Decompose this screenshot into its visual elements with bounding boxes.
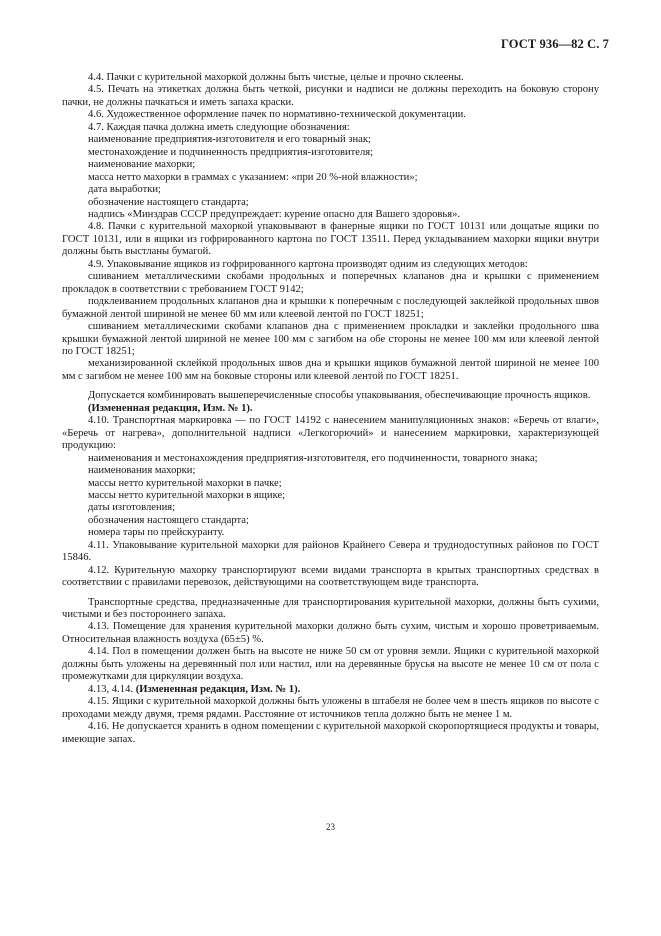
paragraph-text: массы нетто курительной махорки в ящике; bbox=[88, 489, 286, 501]
paragraph-text: 4.12. Курительную махорку транспортируют всеми видами транспорта в крытых транспортных средствах в соответствии с правилами перевозок, действующими на соответствующем виде транспорта. bbox=[62, 564, 599, 589]
paragraph-text: 4.4. Пачки с курительной махоркой должны быть чистые, целые и прочно склеены. bbox=[88, 72, 464, 83]
paragraph bbox=[62, 565, 599, 590]
paragraph bbox=[62, 403, 599, 415]
paragraph-text: 4.5. Печать на этикетках должна быть четкой, рисунки и надписи не должны переходить на боковую сторону пачки, не должны пачкаться и иметь запаха краски. bbox=[62, 84, 599, 108]
page-header: ГОСТ 936—82 С. 7 bbox=[500, 37, 609, 51]
paragraph bbox=[62, 597, 599, 622]
paragraph-text: подклеиванием продольных клапанов дна и крышки к поперечным с последующей заклейкой продольных швов бумажной лентой шириной не менее 60 мм или клеевой лентой по ГОСТ 18251; bbox=[62, 296, 599, 320]
paragraph-text: (Измененная редакция, Изм. № 1). bbox=[88, 402, 253, 414]
paragraph bbox=[62, 721, 599, 746]
revision-note: (Измененная редакция, Изм. № 1). bbox=[135, 683, 301, 695]
paragraph bbox=[62, 84, 599, 109]
paragraph bbox=[62, 147, 599, 159]
paragraph-text: надпись «Минздрав СССР предупреждает: курение опасно для Вашего здоровья». bbox=[88, 208, 461, 220]
paragraph-text: массы нетто курительной махорки в пачке; bbox=[88, 477, 282, 489]
paragraph bbox=[62, 696, 599, 721]
paragraph bbox=[62, 184, 599, 196]
paragraph bbox=[62, 159, 599, 171]
paragraph bbox=[62, 527, 599, 539]
paragraph bbox=[62, 109, 599, 121]
paragraph bbox=[62, 122, 599, 134]
paragraph bbox=[62, 296, 599, 321]
paragraph-text: масса нетто махорки в граммах с указанием: «при 20 %-ной влажности»; bbox=[88, 171, 418, 183]
paragraph bbox=[62, 415, 599, 452]
paragraph-text: 4.14. Пол в помещении должен быть на высоте не ниже 50 см от уровня земли. Ящики с курительной махоркой должны быть уложены на деревянный пол или настил, или на деревянные брусья на высоте не менее 10 см от пола с промежутками для циркуляции воздуха. bbox=[62, 646, 599, 683]
paragraph-text: местонахождение и подчиненность предприятия-изготовителя; bbox=[88, 146, 374, 158]
paragraph-text: наименование предприятия-изготовителя и его товарный знак; bbox=[88, 134, 371, 146]
paragraph-text: даты изготовления; bbox=[88, 502, 176, 514]
paragraph-text: 4.13, 4.14. bbox=[88, 683, 134, 695]
paragraph bbox=[62, 453, 599, 465]
paragraph bbox=[62, 684, 599, 696]
paragraph-text: сшиванием металлическими скобами клапанов дна с применением прокладки и заклейки продольного шва крышки бумажной лентой шириной не менее 100 мм с загибом на обе стороны не менее 100 мм или клеевой лентой по ГОСТ 18251; bbox=[62, 321, 599, 357]
paragraph bbox=[62, 259, 599, 271]
paragraph bbox=[62, 478, 599, 490]
paragraph-text: наименования махорки; bbox=[88, 465, 196, 477]
paragraph-text: обозначение настоящего стандарта; bbox=[88, 196, 249, 208]
paragraph bbox=[62, 621, 599, 646]
paragraph-text: 4.13. Помещение для хранения курительной махорки должно быть сухим, чистым и хорошо проветриваемым. Относительная влажность воздуха (65±5) %. bbox=[62, 621, 599, 645]
paragraph-text: наименование махорки; bbox=[88, 159, 196, 171]
paragraph bbox=[62, 197, 599, 209]
paragraph-text: Допускается комбинировать вышеперечисленные способы упаковывания, обеспечивающие прочность ящиков. bbox=[88, 390, 591, 402]
paragraph bbox=[62, 646, 599, 683]
paragraph-text: дата выработки; bbox=[88, 184, 161, 196]
paragraph-text: 4.11. Упаковывание курительной махорки для районов Крайнего Севера и труднодоступных районов по ГОСТ 15846. bbox=[62, 539, 599, 564]
paragraph-text: наименования и местонахождения предприятия-изготовителя, его подчиненности, товарного знака; bbox=[88, 452, 538, 464]
paragraph bbox=[62, 172, 599, 184]
paragraph bbox=[62, 390, 599, 402]
paragraph-text: номера тары по прейскуранту. bbox=[88, 527, 225, 539]
paragraph-text: механизированной склейкой продольных швов дна и крышки ящиков бумажной лентой шириной не менее 100 мм с загибом не менее 100 мм на боковые стороны или клеевой лентой по ГОСТ 18251. bbox=[62, 358, 599, 382]
paragraph-text: 4.10. Транспортная маркировка — по ГОСТ 14192 с нанесением манипуляционных знаков: «Беречь от влаги», «Беречь от нагрева», дополнительной надписи «Легкогорючий» и нанесением маркировки, характеризующей продукцию: bbox=[62, 415, 599, 452]
paragraph-text: 4.15. Ящики с курительной махоркой должны быть уложены в штабеля не более чем в шесть ящиков по высоте с проходами между двумя, тремя рядами. Расстояние от источников тепла должно быть не менее 1 м. bbox=[62, 696, 599, 720]
paragraph bbox=[62, 502, 599, 514]
paragraph bbox=[62, 221, 599, 258]
paragraph-text: 4.7. Каждая пачка должна иметь следующие обозначения: bbox=[88, 121, 350, 133]
paragraph-text: 4.9. Упаковывание ящиков из гофрированного картона производят одним из следующих методов: bbox=[88, 258, 528, 270]
paragraph bbox=[62, 72, 599, 84]
paragraph bbox=[62, 465, 599, 477]
paragraph bbox=[62, 271, 599, 296]
paragraph-text: Транспортные средства, предназначенные для транспортирования курительной махорки, должны быть сухими, чистыми и без постороннего запаха. bbox=[62, 596, 599, 621]
page-number: 23 bbox=[326, 822, 335, 832]
document-body bbox=[62, 72, 599, 746]
paragraph-text: 4.16. Не допускается хранить в одном помещении с курительной махоркой скоропортящиеся продукты и товары, имеющие запах. bbox=[62, 721, 600, 745]
paragraph bbox=[62, 490, 599, 502]
paragraph-text: сшиванием металлическими скобами продольных и поперечных клапанов дна и крышки с применением прокладок в соответствии с требованием ГОСТ 9142; bbox=[62, 271, 599, 295]
paragraph bbox=[62, 358, 599, 383]
paragraph-text: 4.8. Пачки с курительной махоркой упаковывают в фанерные ящики по ГОСТ 10131 или дощатые ящики по ГОСТ 10131, или в ящики из гофрированного картона по ГОСТ 13511. Перед укладыванием махорки ящики внутри должны быть выстланы бумагой. bbox=[62, 221, 599, 258]
paragraph bbox=[62, 134, 599, 146]
paragraph-text: 4.6. Художественное оформление пачек по нормативно-технической документации. bbox=[88, 109, 466, 121]
paragraph-text: обозначения настоящего стандарта; bbox=[88, 514, 249, 526]
paragraph bbox=[62, 321, 599, 358]
paragraph bbox=[62, 515, 599, 527]
paragraph bbox=[62, 540, 599, 565]
paragraph bbox=[62, 209, 599, 221]
